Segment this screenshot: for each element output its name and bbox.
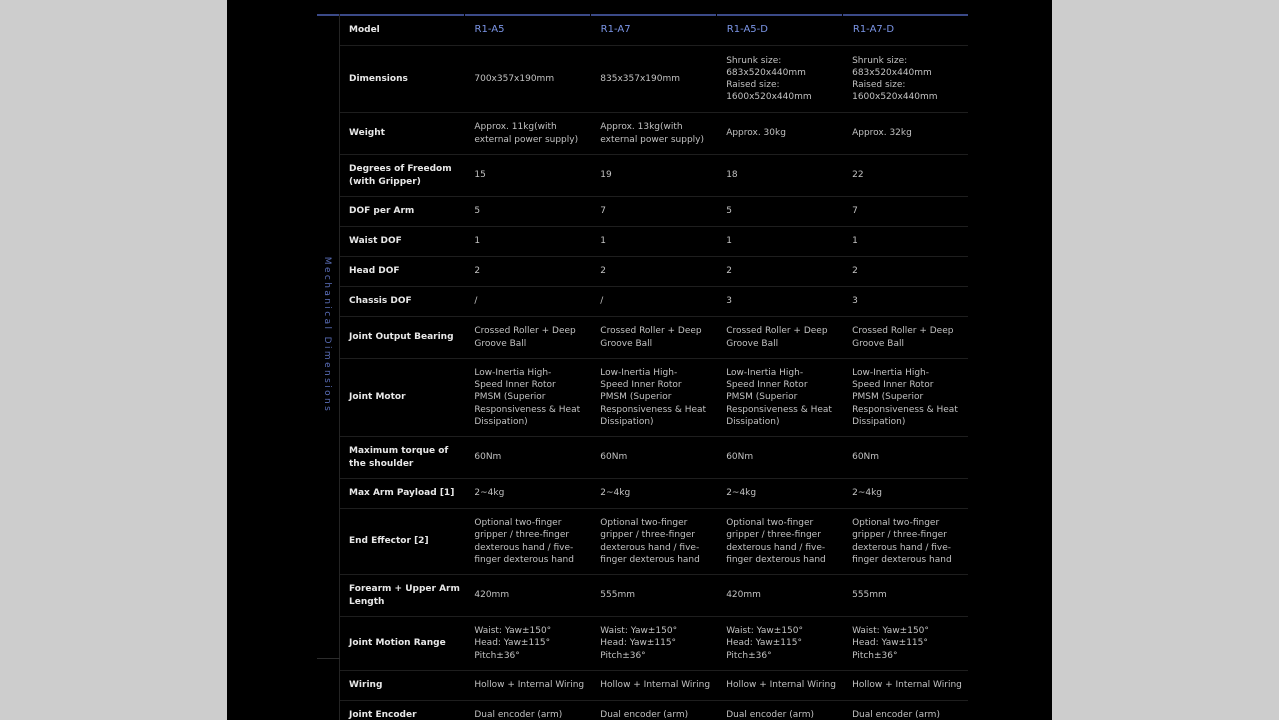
spec-value: Crossed Roller + Deep Groove Ball	[474, 326, 576, 349]
spec-value: 1	[474, 236, 481, 247]
spec-label: Degrees of Freedom (with Gripper)	[349, 164, 452, 187]
spec-value: 60Nm	[726, 452, 754, 463]
spec-value: Hollow + Internal Wiring	[726, 680, 836, 691]
spec-row	[340, 509, 968, 575]
spec-value: 1	[852, 236, 858, 247]
spec-value: 835x357x190mm	[600, 73, 681, 84]
spec-value: Low-Inertia High- Speed Inner Rotor PMSM (Superior Responsiveness & Heat Dissipation)	[600, 368, 707, 427]
spec-value: Optional two-finger gripper / three-finger dexterous hand / five- finger dexterous hand	[852, 518, 952, 565]
spec-value: 2~4kg	[600, 488, 631, 499]
spec-value: Crossed Roller + Deep Groove Ball	[600, 326, 702, 349]
spec-value: 19	[600, 170, 612, 181]
spec-row	[340, 671, 968, 701]
spec-label: Joint Encoder	[349, 710, 417, 720]
spec-value: 5	[726, 206, 732, 217]
spec-value: Optional two-finger gripper / three-finger dexterous hand / five- finger dexterous hand	[726, 518, 826, 565]
spec-value: 2~4kg	[852, 488, 883, 499]
spec-value: Crossed Roller + Deep Groove Ball	[852, 326, 954, 349]
spec-row	[340, 359, 968, 437]
spec-value: 1	[726, 236, 732, 247]
spec-value: Approx. 13kg(with external power supply)	[600, 122, 705, 145]
spec-label: Chassis DOF	[349, 296, 412, 307]
spec-value: Waist: Yaw±150° Head: Yaw±115° Pitch±36°	[474, 626, 552, 661]
spec-value: Waist: Yaw±150° Head: Yaw±115° Pitch±36°	[852, 626, 929, 661]
spec-label: Dimensions	[349, 73, 408, 84]
spec-row	[340, 227, 968, 257]
spec-label: Joint Output Bearing	[349, 332, 454, 343]
header-row	[340, 14, 968, 46]
header-label: Model	[340, 14, 464, 45]
spec-value: Hollow + Internal Wiring	[474, 680, 585, 691]
spec-row	[340, 575, 968, 617]
spec-value: 22	[852, 170, 864, 181]
model-header: R1-A5-D	[717, 14, 842, 45]
section-label: Mechanical Dimensions	[322, 256, 332, 414]
spec-value: 5	[474, 206, 481, 217]
spec-value: Waist: Yaw±150° Head: Yaw±115° Pitch±36°	[600, 626, 678, 661]
spec-label: Wiring	[349, 680, 383, 691]
spec-row	[340, 46, 968, 113]
spec-value: Optional two-finger gripper / three-finger dexterous hand / five- finger dexterous hand	[474, 518, 574, 565]
spec-row	[340, 113, 968, 155]
spec-value: Low-Inertia High- Speed Inner Rotor PMSM (Superior Responsiveness & Heat Dissipation)	[726, 368, 832, 427]
spec-value: Optional two-finger gripper / three-finger dexterous hand / five- finger dexterous hand	[600, 518, 700, 565]
spec-row	[340, 197, 968, 227]
spec-row	[340, 287, 968, 317]
spec-value: Dual encoder (arm)	[852, 710, 940, 720]
spec-value: 2	[600, 266, 607, 277]
spec-row	[340, 317, 968, 359]
spec-value: Shrunk size: 683x520x440mm Raised size: 1600x520x440mm	[852, 55, 938, 103]
spec-value: Crossed Roller + Deep Groove Ball	[726, 326, 828, 349]
spec-value: Hollow + Internal Wiring	[852, 680, 962, 691]
spec-value: 18	[726, 170, 738, 181]
spec-value: 3	[726, 296, 732, 307]
spec-row	[340, 617, 968, 671]
spec-value: Approx. 11kg(with external power supply)	[474, 122, 579, 145]
spec-value: 3	[852, 296, 858, 307]
model-header: R1-A7	[591, 14, 716, 45]
model-header: R1-A7-D	[843, 14, 968, 45]
spec-value: 555mm	[852, 590, 887, 601]
spec-label: Head DOF	[349, 266, 400, 277]
spec-value: Dual encoder (arm)	[600, 710, 689, 720]
spec-value: 2~4kg	[726, 488, 757, 499]
spec-value: 1	[600, 236, 607, 247]
section-top-line	[317, 14, 340, 16]
spec-row	[340, 155, 968, 197]
spec-value: /	[600, 296, 604, 307]
spec-table	[340, 14, 968, 720]
spec-value: 2~4kg	[474, 488, 505, 499]
spec-value: 60Nm	[852, 452, 880, 463]
spec-value: 60Nm	[600, 452, 628, 463]
spec-label: DOF per Arm	[349, 206, 415, 217]
spec-value: 7	[600, 206, 607, 217]
spec-value: Hollow + Internal Wiring	[600, 680, 711, 691]
spec-value: 420mm	[474, 590, 510, 601]
spec-value: Shrunk size: 683x520x440mm Raised size: 1600x520x440mm	[726, 55, 812, 103]
spec-label: Weight	[349, 128, 385, 139]
spec-value: Waist: Yaw±150° Head: Yaw±115° Pitch±36°	[726, 626, 803, 661]
spec-value: 15	[474, 170, 486, 181]
spec-label: Maximum torque of the shoulder	[349, 446, 449, 469]
spec-value: 420mm	[726, 590, 761, 601]
spec-value: Approx. 30kg	[726, 128, 786, 139]
spec-label: Joint Motor	[349, 392, 406, 403]
spec-value: Low-Inertia High- Speed Inner Rotor PMSM (Superior Responsiveness & Heat Dissipation)	[852, 368, 958, 427]
spec-value: 2	[474, 266, 481, 277]
spec-value: Low-Inertia High- Speed Inner Rotor PMSM (Superior Responsiveness & Heat Dissipation)	[474, 368, 581, 427]
spec-value: /	[474, 296, 478, 307]
spec-value: 700x357x190mm	[474, 73, 555, 84]
spec-label: Forearm + Upper Arm Length	[349, 584, 460, 607]
spec-value: 60Nm	[474, 452, 502, 463]
spec-label: Waist DOF	[349, 236, 402, 247]
spec-value: 2	[726, 266, 732, 277]
spec-row	[340, 257, 968, 287]
spec-row	[340, 701, 968, 720]
spec-label: Joint Motion Range	[349, 638, 446, 649]
spec-value: Dual encoder (arm)	[726, 710, 815, 720]
spec-value: 2	[852, 266, 858, 277]
spec-row	[340, 479, 968, 509]
spec-label: End Effector [2]	[349, 536, 429, 547]
model-header: R1-A5	[465, 14, 590, 45]
spec-row	[340, 437, 968, 479]
spec-label: Max Arm Payload [1]	[349, 488, 455, 499]
spec-value: 555mm	[600, 590, 635, 601]
spec-value: Approx. 32kg	[852, 128, 912, 139]
spec-value: 7	[852, 206, 858, 217]
section-divider	[317, 658, 340, 659]
spec-panel	[227, 0, 1052, 720]
spec-value: Dual encoder (arm)	[474, 710, 563, 720]
